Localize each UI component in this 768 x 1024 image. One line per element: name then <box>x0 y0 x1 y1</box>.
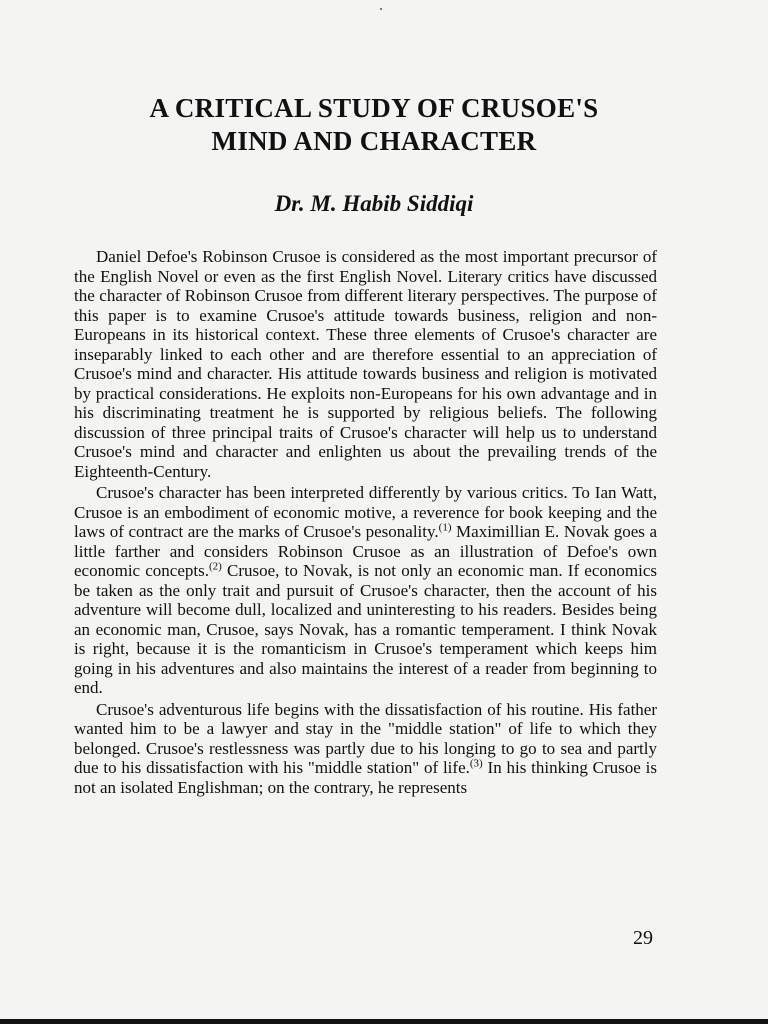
footnote-ref-2: (2) <box>209 560 222 573</box>
paragraph-3 <box>74 700 657 798</box>
author-name: Dr. M. Habib Siddiqi <box>274 191 474 216</box>
paragraph-2 <box>74 483 657 698</box>
paper-title <box>60 92 688 158</box>
title-line-1: A CRITICAL STUDY OF CRUSOE'S <box>149 93 599 123</box>
article-body <box>74 247 657 799</box>
title-line-2: MIND AND CHARACTER <box>211 126 537 156</box>
paragraph-2-text-a: Crusoe's character has been interpreted differently by various critics. To Ian Watt, Crusoe is an embodiment of economic motive, a reverence for book keeping and the laws of contract are the marks of Crusoe's pesonality. <box>74 483 657 541</box>
scan-speck <box>380 8 382 10</box>
page-number: 29 <box>633 927 653 949</box>
paragraph-2-text-b: Maximillian E. Novak goes a little farther and considers Robinson Crusoe as an illustration of Defoe's own economic concepts. <box>74 522 657 580</box>
paragraph-2-text-c: Crusoe, to Novak, is not only an economic man. If economics be taken as the only trait and pursuit of Crusoe's character, then the account of his adventure will become dull, localized and uninteresting to his readers. Besides being an economic man, Crusoe, says Novak, has a romantic temperament. I think Novak is right, because it is the romanticism in Crusoe's temperament which keeps him going in his adventures and also maintains the interest of a reader from beginning to end. <box>74 561 657 697</box>
footnote-ref-3: (3) <box>469 757 483 770</box>
paragraph-1-text: Daniel Defoe's Robinson Crusoe is considered as the most important precursor of the English Novel or even as the first English Novel. Literary critics have discussed the character of Robinson Crusoe from different literary perspectives. The purpose of this paper is to examine Crusoe's attitude towards business, religion and non-Europeans in its historical context. These three elements of Crusoe's character are inseparably linked to each other and are therefore essential to an appreciation of Crusoe's mind and character. His attitude towards business and religion is motivated by practical considerations. He exploits non-Europeans for his own advantage and in his discriminating treatment he is supported by religious beliefs. The following discussion of three principal traits of Crusoe's character will help us to understand Crusoe's mind and character and enlighten us about the prevailing trends of the Eighteenth-Century. <box>74 247 657 481</box>
paragraph-1 <box>74 247 657 481</box>
paragraph-3-text-a: Crusoe's adventurous life begins with the dissatisfaction of his routine. His father wanted him to be a lawyer and stay in the "middle station" of life to which they belonged. Crusoe's restlessness was partly due to his longing to go to sea and partly due to his dissatisfaction with his "middle station" of life. <box>74 699 657 777</box>
footnote-ref-1: (1) <box>438 521 452 534</box>
paragraph-3-text-b: In his thinking Crusoe is not an isolated Englishman; on the contrary, he represents <box>74 758 658 797</box>
scan-bottom-edge <box>0 1019 768 1024</box>
